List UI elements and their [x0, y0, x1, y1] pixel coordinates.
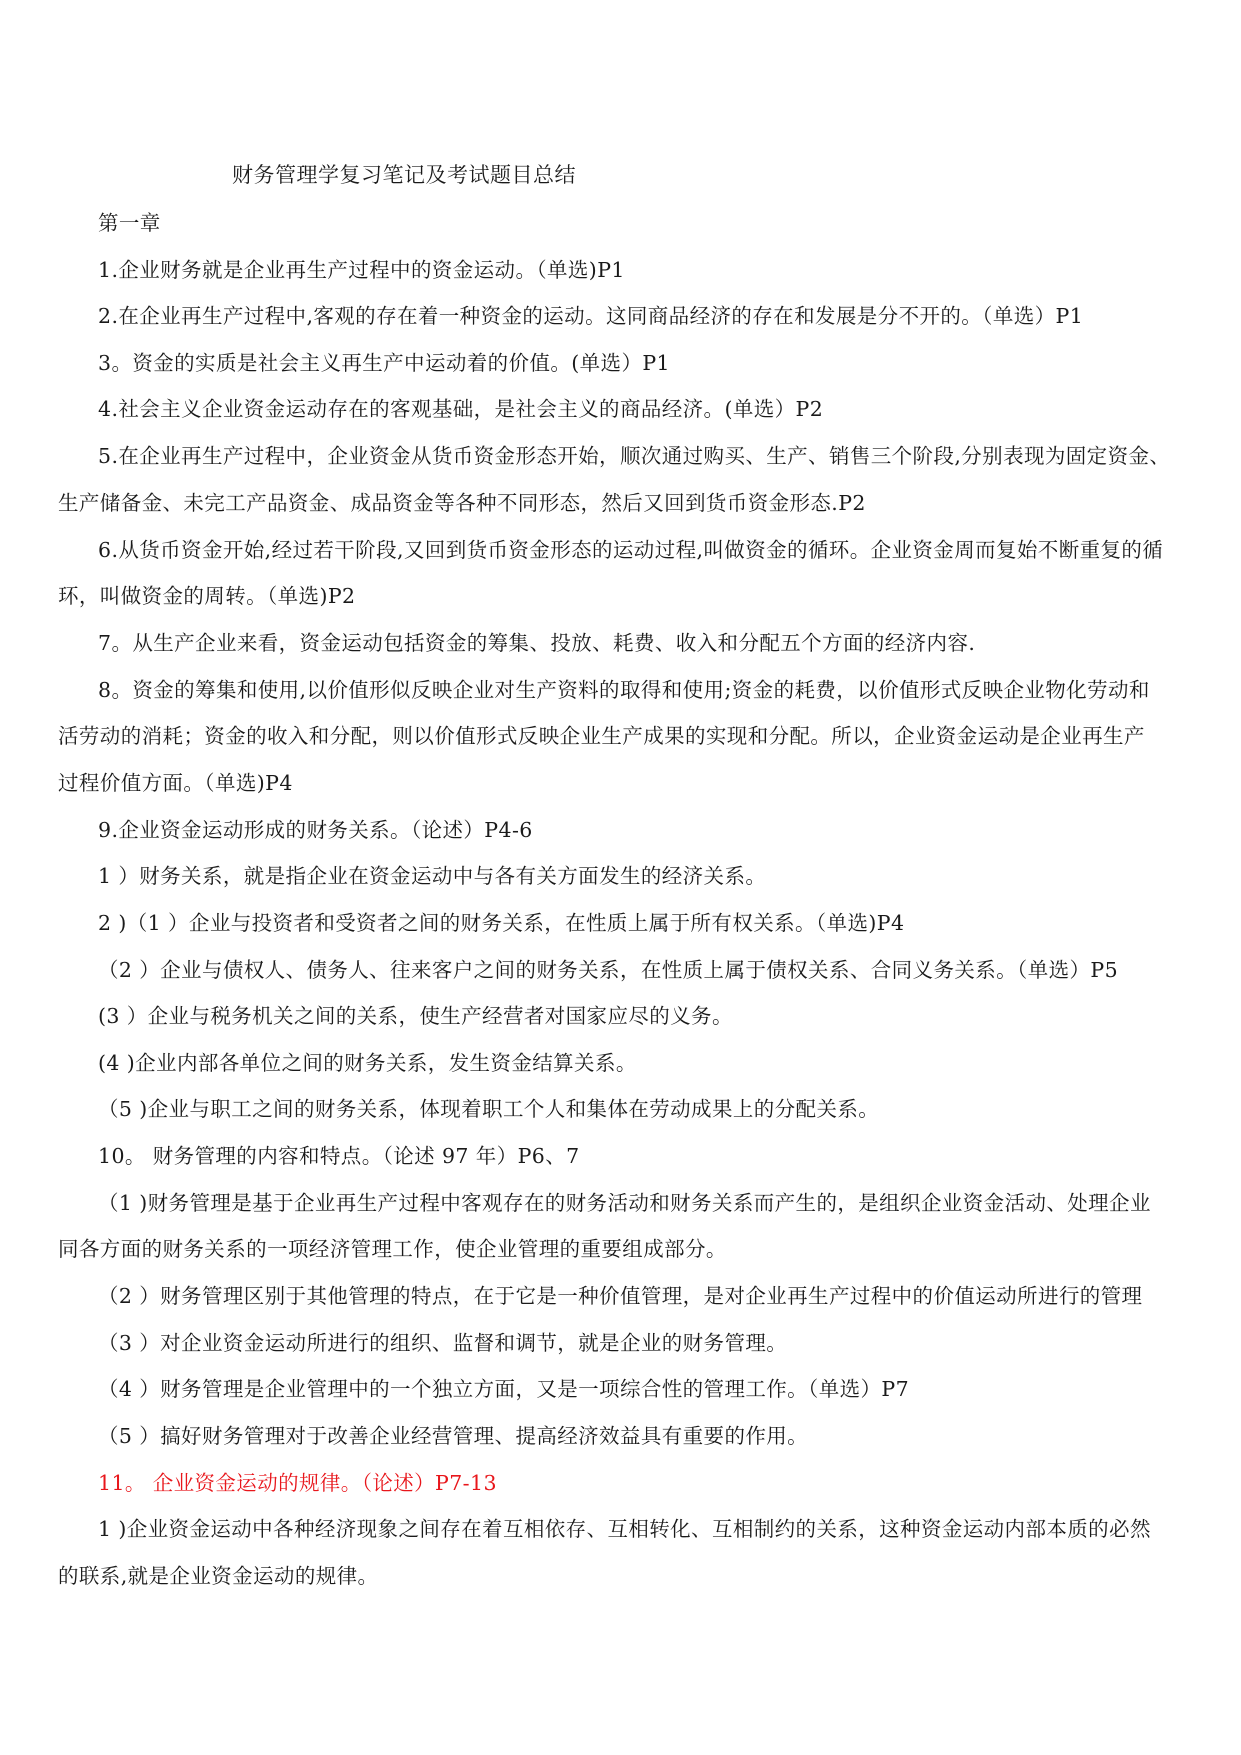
paragraph-10-item-1-line-2: 同各方面的财务关系的一项经济管理工作，使企业管理的重要组成部分。 — [58, 1237, 727, 1261]
paragraph-8-line-3: 过程价值方面。（单选)P4 — [58, 771, 293, 795]
paragraph-1: 1.企业财务就是企业再生产过程中的资金运动。（单选)P1 — [98, 258, 625, 282]
paragraph-10-item-4: （4 ）财务管理是企业管理中的一个独立方面，又是一项综合性的管理工作。（单选）P7 — [98, 1377, 910, 1401]
paragraph-6-line-1: 6.从货币资金开始,经过若干阶段,又回到货币资金形态的运动过程,叫做资金的循环。企业资金周而复始不断重复的循 — [98, 538, 1164, 562]
paragraph-9-item-2: 2 )（1 ）企业与投资者和受资者之间的财务关系，在性质上属于所有权关系。（单选)P4 — [98, 911, 905, 935]
paragraph-8-line-1: 8。资金的筹集和使用,以价值形似反映企业对生产资料的取得和使用;资金的耗费，以价值形式反映企业物化劳动和 — [98, 678, 1150, 702]
paragraph-6-line-2: 环，叫做资金的周转。（单选)P2 — [58, 584, 356, 608]
paragraph-11-item-1-line-2: 的联系,就是企业资金运动的规律。 — [58, 1564, 379, 1588]
paragraph-10-item-1-line-1: （1 )财务管理是基于企业再生产过程中客观存在的财务活动和财务关系而产生的，是组织企业资金活动、处理企业 — [98, 1191, 1151, 1215]
paragraph-10-item-3: （3 ）对企业资金运动所进行的组织、监督和调节，就是企业的财务管理。 — [98, 1331, 788, 1355]
paragraph-9-item-3: （2 ）企业与债权人、债务人、往来客户之间的财务关系，在性质上属于债权关系、合同义务关系。（单选）P5 — [98, 958, 1119, 982]
document-title: 财务管理学复习笔记及考试题目总结 — [232, 163, 576, 187]
paragraph-10-item-2: （2 ）财务管理区别于其他管理的特点，在于它是一种价值管理，是对企业再生产过程中的价值运动所进行的管理 — [98, 1284, 1143, 1308]
paragraph-8-line-2: 活劳动的消耗；资金的收入和分配，则以价值形式反映企业生产成果的实现和分配。所以，企业资金运动是企业再生产 — [58, 724, 1145, 748]
paragraph-2: 2.在企业再生产过程中,客观的存在着一种资金的运动。这同商品经济的存在和发展是分不开的。（单选）P1 — [98, 304, 1084, 328]
paragraph-3: 3。资金的实质是社会主义再生产中运动着的价值。(单选）P1 — [98, 351, 670, 375]
paragraph-9-item-5: (4 )企业内部各单位之间的财务关系，发生资金结算关系。 — [98, 1051, 637, 1075]
paragraph-10: 10。 财务管理的内容和特点。（论述 97 年）P6、7 — [98, 1144, 580, 1168]
paragraph-9-item-6: （5 )企业与职工之间的财务关系，体现着职工个人和集体在劳动成果上的分配关系。 — [98, 1097, 880, 1121]
paragraph-4: 4.社会主义企业资金运动存在的客观基础，是社会主义的商品经济。(单选）P2 — [98, 397, 824, 421]
paragraph-5-line-1: 5.在企业再生产过程中，企业资金从货币资金形态开始，顺次通过购买、生产、销售三个阶段,分别表现为固定资金、 — [98, 444, 1171, 468]
paragraph-9-item-1: 1 ）财务关系，就是指企业在资金运动中与各有关方面发生的经济关系。 — [98, 864, 767, 888]
paragraph-7: 7。从生产企业来看，资金运动包括资金的筹集、投放、耗费、收入和分配五个方面的经济内容. — [98, 631, 976, 655]
paragraph-11-highlight: 11。 企业资金运动的规律。（论述）P7-13 — [98, 1471, 497, 1495]
paragraph-9: 9.企业资金运动形成的财务关系。（论述）P4-6 — [98, 818, 533, 842]
paragraph-10-item-5: （5 ）搞好财务管理对于改善企业经营管理、提高经济效益具有重要的作用。 — [98, 1424, 809, 1448]
paragraph-5-line-2: 生产储备金、未完工产品资金、成品资金等各种不同形态，然后又回到货币资金形态.P2 — [58, 491, 866, 515]
chapter-heading: 第一章 — [98, 211, 161, 235]
paragraph-11-item-1-line-1: 1 )企业资金运动中各种经济现象之间存在着互相依存、互相转化、互相制约的关系，这种资金运动内部本质的必然 — [98, 1517, 1151, 1541]
paragraph-9-item-4: (3 ）企业与税务机关之间的关系，使生产经营者对国家应尽的义务。 — [98, 1004, 733, 1028]
